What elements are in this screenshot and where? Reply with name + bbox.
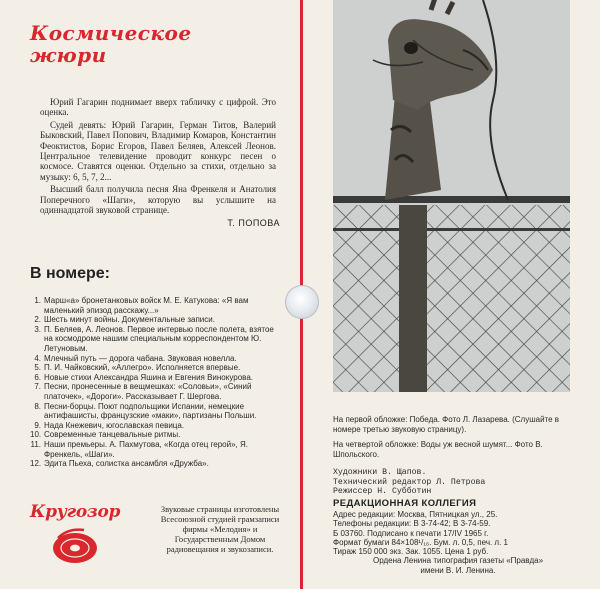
item-text: Эдита Пьеха, солистка ансамбля «Дружба». (44, 459, 209, 469)
item-number: 12. (30, 459, 42, 469)
title-line-1: Космическое (30, 21, 192, 45)
list-item (30, 354, 278, 364)
item-text: Новые стихи Александра Яшина и Евгения Винокурова. (44, 372, 253, 382)
item-number: 3. (34, 324, 41, 334)
list-item (30, 430, 278, 440)
imprint-line: имени В. И. Ленина. (420, 565, 496, 575)
front-cover-note: На первой обложке: Победа. Фото Л. Лазарева. (Слушайте в номере третью звуковую страницу). (333, 415, 560, 434)
record-disc-icon (50, 526, 100, 566)
item-number: 10. (30, 430, 42, 440)
item-text: Современные танцевальные ритмы. (44, 430, 181, 440)
item-text: Марш«а» бронетанковых войск М. Е. Катукова: «Я вам маленький эпизод расскажу...» (44, 296, 249, 315)
cover-credits (333, 415, 583, 465)
item-text: Наши премьеры. А. Пахмутова, «Когда отец герой», Я. Френкель, «Шаги». (44, 439, 248, 459)
item-number: 5. (34, 363, 41, 373)
list-item (30, 315, 278, 325)
record-spindle-hole (285, 285, 319, 319)
contents-list (30, 296, 278, 469)
item-text: Млечный путь — дорога чабана. Звуковая новелла. (44, 353, 237, 363)
production-note: Звуковые страницы изготовлены Всесоюзной студией грамзаписи фирмы «Мелодия» и Государственным Домом радиовещания и звукозаписи. (160, 504, 280, 554)
staff-list (333, 468, 583, 497)
item-text: Нада Кнежевич, югославская певица. (44, 420, 185, 430)
staff-item: Художники В. Щапов. (333, 468, 427, 477)
item-number: 9. (34, 420, 41, 430)
item-number: 1. (34, 296, 41, 305)
imprint-line: Тираж 150 000 экз. Зак. 1055. Цена 1 руб. (333, 547, 489, 557)
editorial-board-heading: РЕДАКЦИОННАЯ КОЛЛЕГИЯ (333, 498, 477, 509)
imprint-line: Адрес редакции: Москва, Пятницкая ул., 25. (333, 510, 498, 519)
krugozor-logo (30, 492, 125, 582)
item-number: 2. (34, 315, 41, 325)
item-number: 7. (34, 382, 41, 392)
list-item (30, 325, 278, 354)
list-item (30, 440, 278, 459)
back-cover-note: На четвертой обложке: Воды уж весной шумят... Фото В. Шпольского. (333, 440, 543, 459)
item-text: Песни, пронесенные в вещмешках: «Соловьи», «Синий платочек», «Дороги». Рассказывает Г. Шергова. (44, 382, 252, 401)
imprint-line: Формат бумаги 84×108¹/₁₆. Бум. л. 0,5, печ. л. 1 (333, 537, 508, 547)
list-item (30, 421, 278, 431)
item-number: 4. (34, 353, 41, 363)
giraffe-photo (333, 0, 570, 392)
title-line-2: жюри (30, 43, 107, 67)
article-paragraph: Юрий Гагарин поднимает вверх табличку с цифрой. Это оценка. (40, 97, 276, 118)
staff-item: Режиссер Н. Субботин (333, 487, 432, 497)
list-item (30, 402, 278, 421)
imprint-line: Телефоны редакции: В 3-74-42; В 3-74-59. (333, 519, 491, 529)
giraffe-photo-graphic (333, 0, 570, 392)
imprint (333, 510, 583, 575)
list-item (30, 373, 278, 383)
item-text: Песни-борцы. Поют подпольщики Испании, немецкие антифашисты, французские «маки», партизаны Польши. (44, 401, 257, 421)
logo-wordmark: Кругозор (30, 502, 121, 522)
article-paragraph: Высший балл получила песня Яна Френкеля и Анатолия Поперечного «Шаги», которую вы услышите на одиннадцатой звуковой странице. (40, 184, 276, 216)
item-number: 6. (34, 372, 41, 382)
list-item (30, 363, 278, 373)
article-title (30, 22, 270, 66)
article-author: Т. ПОПОВА (227, 218, 280, 228)
item-text: Шесть минут войны. Документальные записи. (44, 315, 215, 325)
list-item (30, 296, 278, 315)
list-item (30, 382, 278, 401)
item-text: П. Беляев, А. Леонов. Первое интервью после полета, взятое на космодроме нашим специальным корреспондентом Ю. Летуновым. (44, 324, 274, 353)
item-text: П. И. Чайковский, «Аллегро». Исполняется впервые. (44, 363, 241, 373)
staff-item: Технический редактор Л. Петрова (333, 477, 486, 487)
imprint-line: Б 03760. Подписано к печати 17/IV 1965 г. (333, 528, 489, 538)
contents-heading: В номере: (30, 265, 110, 282)
item-number: 11. (30, 439, 41, 449)
item-number: 8. (34, 401, 41, 411)
list-item (30, 459, 278, 469)
article-body (40, 97, 276, 217)
imprint-line: Ордена Ленина типография газеты «Правда» (372, 556, 544, 566)
article-paragraph: Судей девять: Юрий Гагарин, Герман Титов, Валерий Быковский, Павел Попович, Владимир Комаров, Константин Феоктистов, Борис Егоров, Павел Беляев, Алексей Леонов. Центральное телевидение проводит конкурс песен о космосе. Ставятся оценки. Отдельно за стихи, отдельно за музыку: 6, 5, 7, 2... (40, 119, 276, 182)
